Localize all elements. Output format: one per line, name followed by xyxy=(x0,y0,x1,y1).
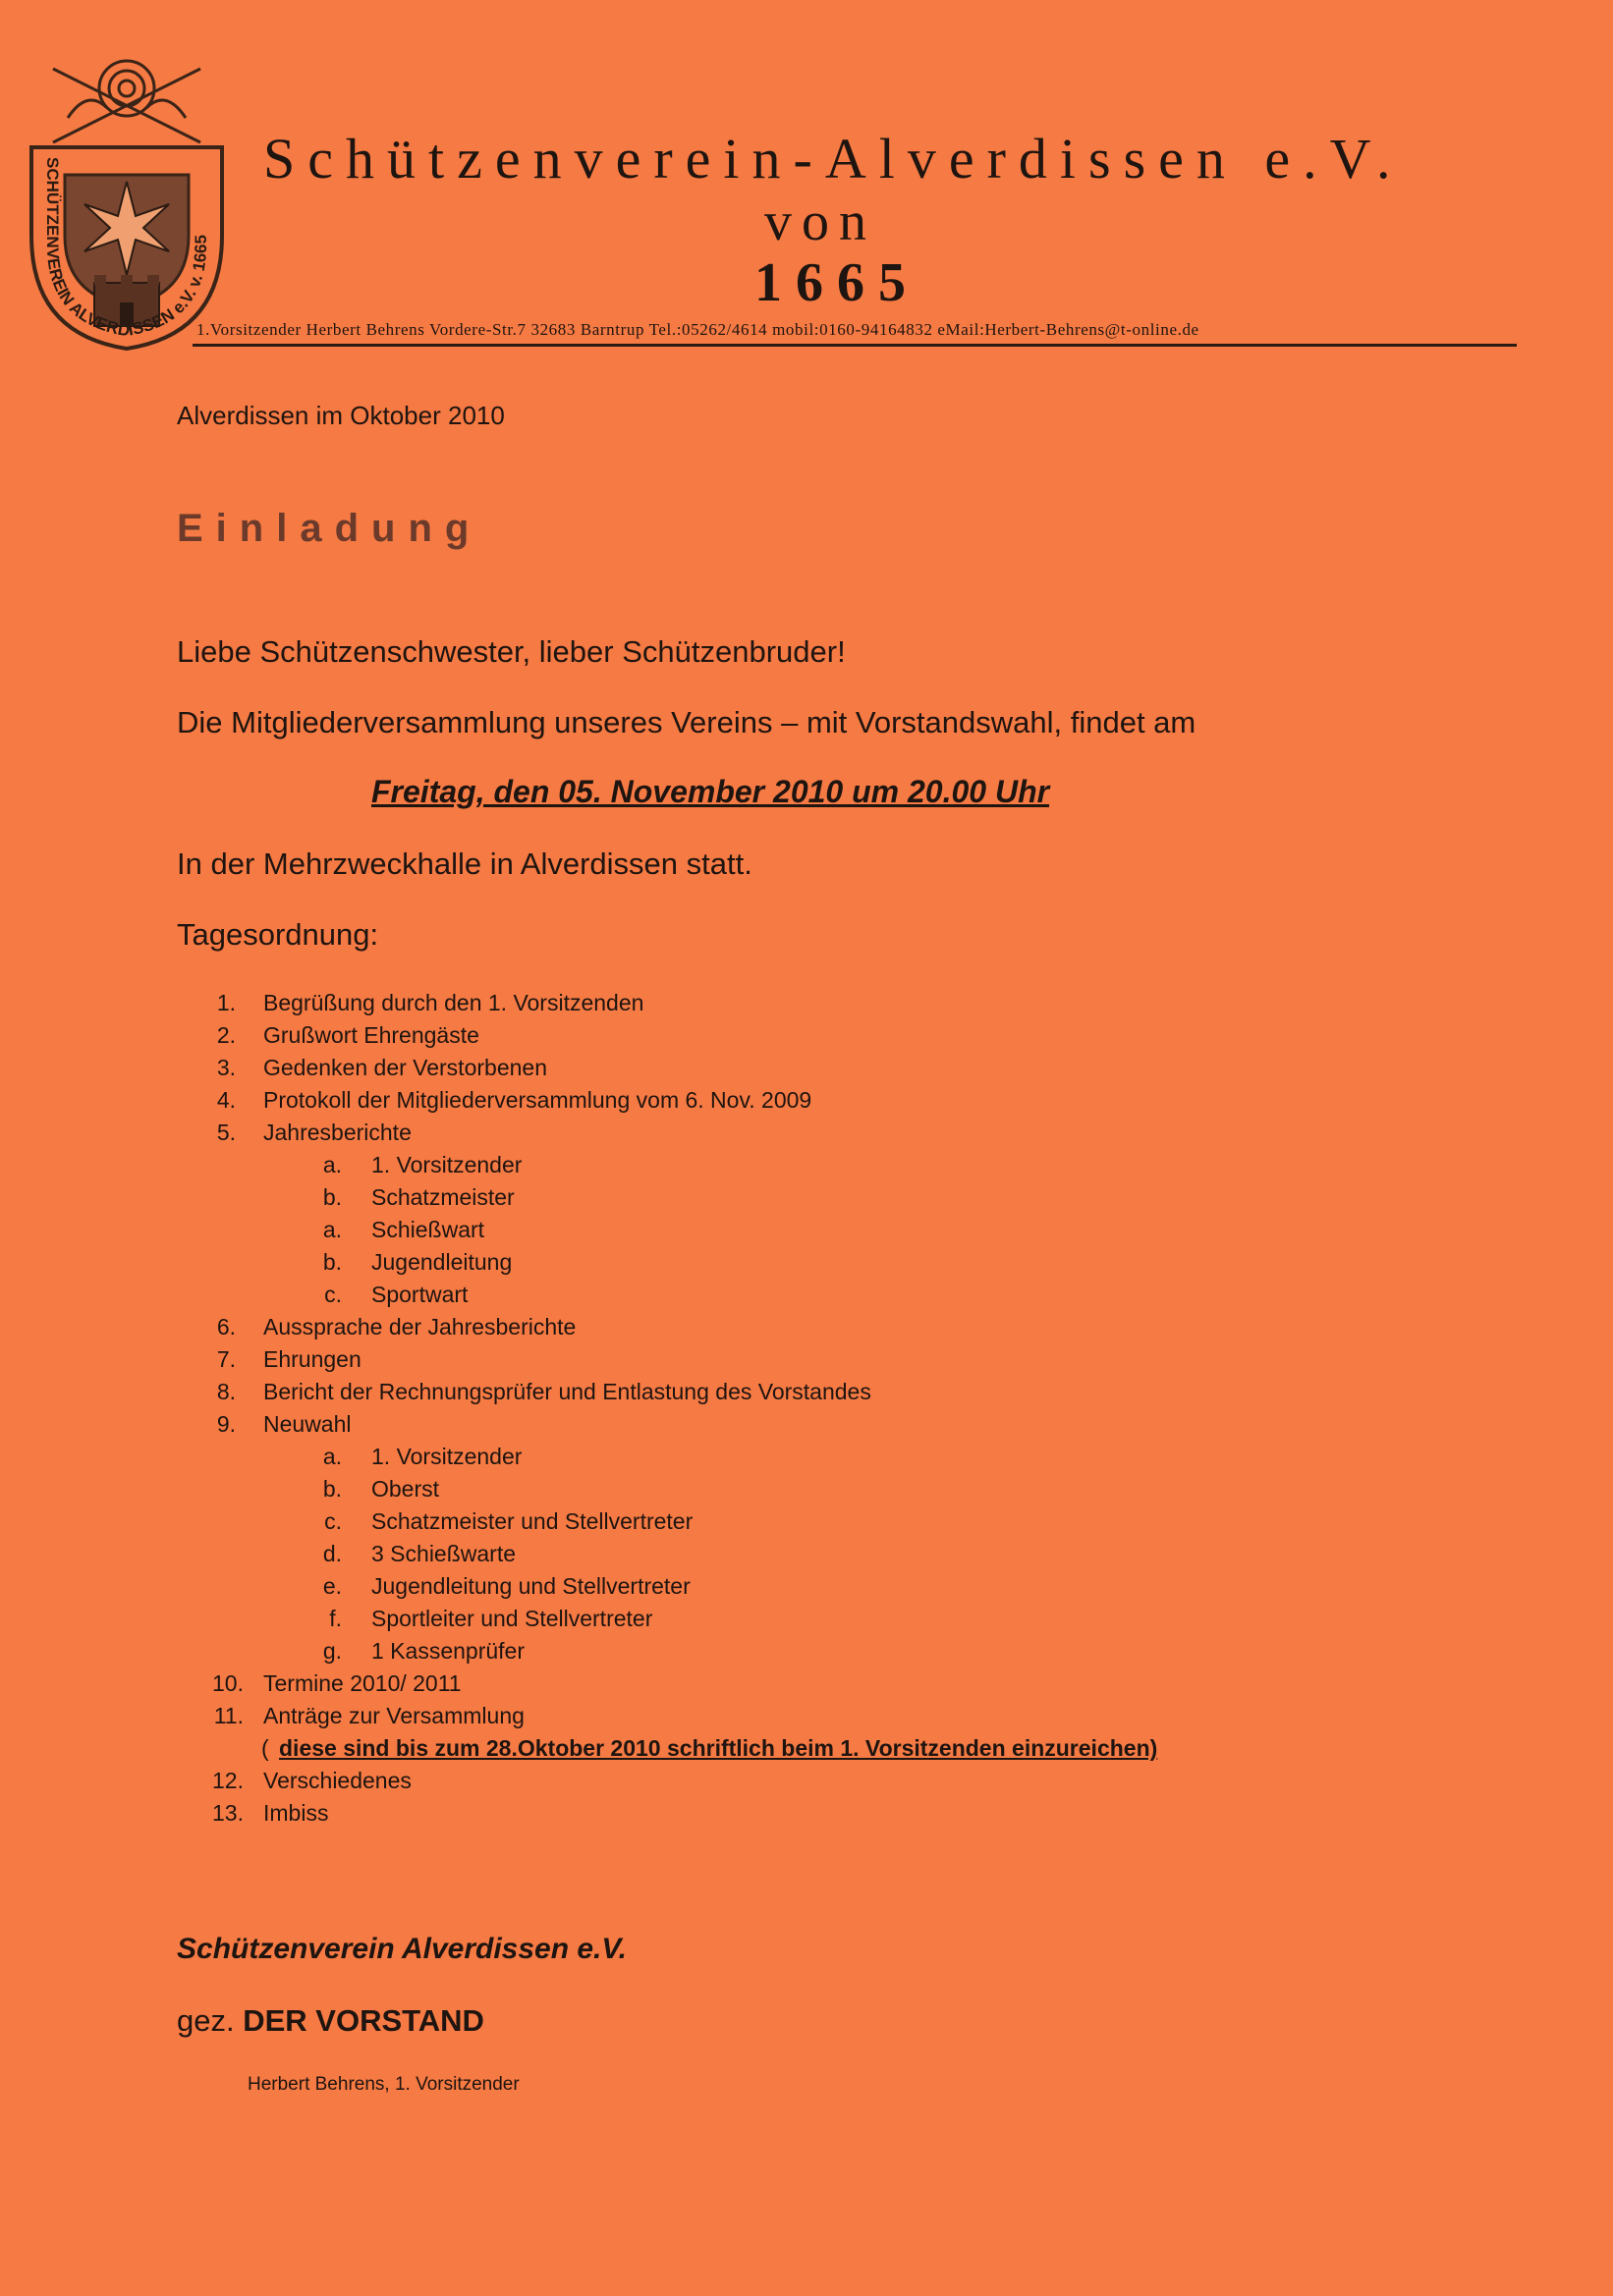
agenda-subitem-letter: g. xyxy=(322,1638,342,1664)
agenda-item-text: Anträge zur Versammlung xyxy=(263,1703,525,1728)
agenda-subitem-text: Jugendleitung und Stellvertreter xyxy=(371,1573,691,1599)
agenda-subitem-text: Schatzmeister xyxy=(371,1184,515,1210)
agenda-item-number: 10. xyxy=(212,1670,244,1696)
agenda-subitem-letter: a. xyxy=(322,1444,342,1469)
agenda-item-number: 13. xyxy=(212,1800,244,1826)
seal-ring-text: SCHÜTZENVEREIN ALVERDISSEN e.V. v. 1665 xyxy=(42,157,211,341)
agenda-item-text: Imbiss xyxy=(263,1800,329,1826)
agenda-subitem-text: Schatzmeister und Stellvertreter xyxy=(371,1508,694,1534)
agenda-item-number: 8. xyxy=(216,1379,236,1404)
club-name: Schützenverein-Alverdissen e.V. xyxy=(263,127,1404,191)
agenda-item-text: Verschiedenes xyxy=(263,1768,412,1793)
agenda-note-open: ( xyxy=(261,1735,269,1761)
agenda-subitem-letter: a. xyxy=(322,1217,342,1242)
agenda-item-number: 9. xyxy=(216,1411,236,1437)
agenda-subitem-text: 3 Schießwarte xyxy=(371,1541,517,1566)
invitation-title: Einladung xyxy=(177,507,482,550)
agenda-subitem-text: Sportleiter und Stellvertreter xyxy=(371,1606,653,1631)
agenda-item-text: Ehrungen xyxy=(263,1346,362,1372)
agenda-subitem-letter: e. xyxy=(322,1573,342,1599)
agenda-item-text: Jahresberichte xyxy=(263,1120,412,1145)
agenda-subitem-letter: a. xyxy=(322,1152,342,1177)
agenda-item-text: Gedenken der Verstorbenen xyxy=(263,1055,547,1080)
agenda-subitem-letter: f. xyxy=(329,1606,342,1631)
agenda-item-number: 12. xyxy=(212,1768,244,1793)
agenda-subitem-text: 1 Kassenprüfer xyxy=(371,1638,525,1664)
agenda-subitem-letter: c. xyxy=(324,1282,342,1307)
agenda-item-text: Aussprache der Jahresberichte xyxy=(263,1314,577,1339)
agenda-item-text: Bericht der Rechnungsprüfer und Entlastung des Vorstandes xyxy=(263,1379,871,1404)
agenda-item-text: Neuwahl xyxy=(263,1411,352,1437)
agenda-subitem-letter: c. xyxy=(324,1508,342,1534)
agenda-subitem-letter: d. xyxy=(322,1541,342,1566)
agenda-subitem-text: 1. Vorsitzender xyxy=(371,1152,523,1177)
agenda-heading: Tagesordnung: xyxy=(177,917,379,952)
agenda-subitem-letter: b. xyxy=(322,1476,342,1502)
agenda-list xyxy=(0,990,1613,1834)
agenda-item-text: Grußwort Ehrengäste xyxy=(263,1022,479,1048)
footer-organization: Schützenverein Alverdissen e.V. xyxy=(177,1933,627,1965)
club-seal-logo xyxy=(24,49,230,354)
agenda-item-number: 7. xyxy=(216,1346,236,1372)
date-line: Alverdissen im Oktober 2010 xyxy=(177,401,505,430)
salutation: Liebe Schützenschwester, lieber Schützenbruder! xyxy=(177,634,846,669)
agenda-item-number: 5. xyxy=(216,1120,236,1145)
board-name: DER VORSTAND xyxy=(243,2003,484,2038)
agenda-subitem-text: Jugendleitung xyxy=(371,1249,513,1275)
agenda-subitem-text: 1. Vorsitzender xyxy=(371,1444,523,1469)
agenda-subitem-text: Sportwart xyxy=(371,1282,469,1307)
agenda-item-number: 3. xyxy=(216,1055,236,1080)
signed-label: gez. xyxy=(177,2003,235,2038)
agenda-subitem-letter: b. xyxy=(322,1249,342,1275)
club-von: von xyxy=(764,191,876,252)
footer-signed xyxy=(177,2003,484,2039)
header-divider xyxy=(193,344,1517,347)
agenda-item-text: Termine 2010/ 2011 xyxy=(263,1670,462,1696)
contact-line: 1.Vorsitzender Herbert Behrens Vordere-Str.7 32683 Barntrup Tel.:05262/4614 mobil:0160-94164832 eMail:Herbert-Behrens@t-online.de xyxy=(196,320,1199,339)
agenda-subitem-text: Schießwart xyxy=(371,1217,485,1242)
agenda-subitem-letter: b. xyxy=(322,1184,342,1210)
intro-paragraph: Die Mitgliederversammlung unseres Vereins – mit Vorstandswahl, findet am xyxy=(177,705,1196,739)
agenda-item-text: Begrüßung durch den 1. Vorsitzenden xyxy=(263,990,644,1015)
footer-signatory: Herbert Behrens, 1. Vorsitzender xyxy=(248,2074,520,2095)
meeting-location: In der Mehrzweckhalle in Alverdissen statt. xyxy=(177,847,752,881)
agenda-subitem-text: Oberst xyxy=(371,1476,440,1502)
agenda-item-number: 4. xyxy=(216,1087,236,1113)
club-founding-year: 1665 xyxy=(754,252,919,313)
agenda-item-text: Protokoll der Mitgliederversammlung vom 6. Nov. 2009 xyxy=(263,1087,812,1113)
agenda-item-number: 2. xyxy=(216,1022,236,1048)
seal-icon xyxy=(24,49,230,354)
meeting-date: Freitag, den 05. November 2010 um 20.00 Uhr xyxy=(371,774,1050,809)
agenda-item-number: 1. xyxy=(216,990,236,1015)
agenda-note-deadline: diese sind bis zum 28.Oktober 2010 schriftlich beim 1. Vorsitzenden einzureichen) xyxy=(279,1735,1158,1761)
agenda-item-number: 6. xyxy=(216,1314,236,1339)
agenda-item-number: 11. xyxy=(213,1703,244,1728)
